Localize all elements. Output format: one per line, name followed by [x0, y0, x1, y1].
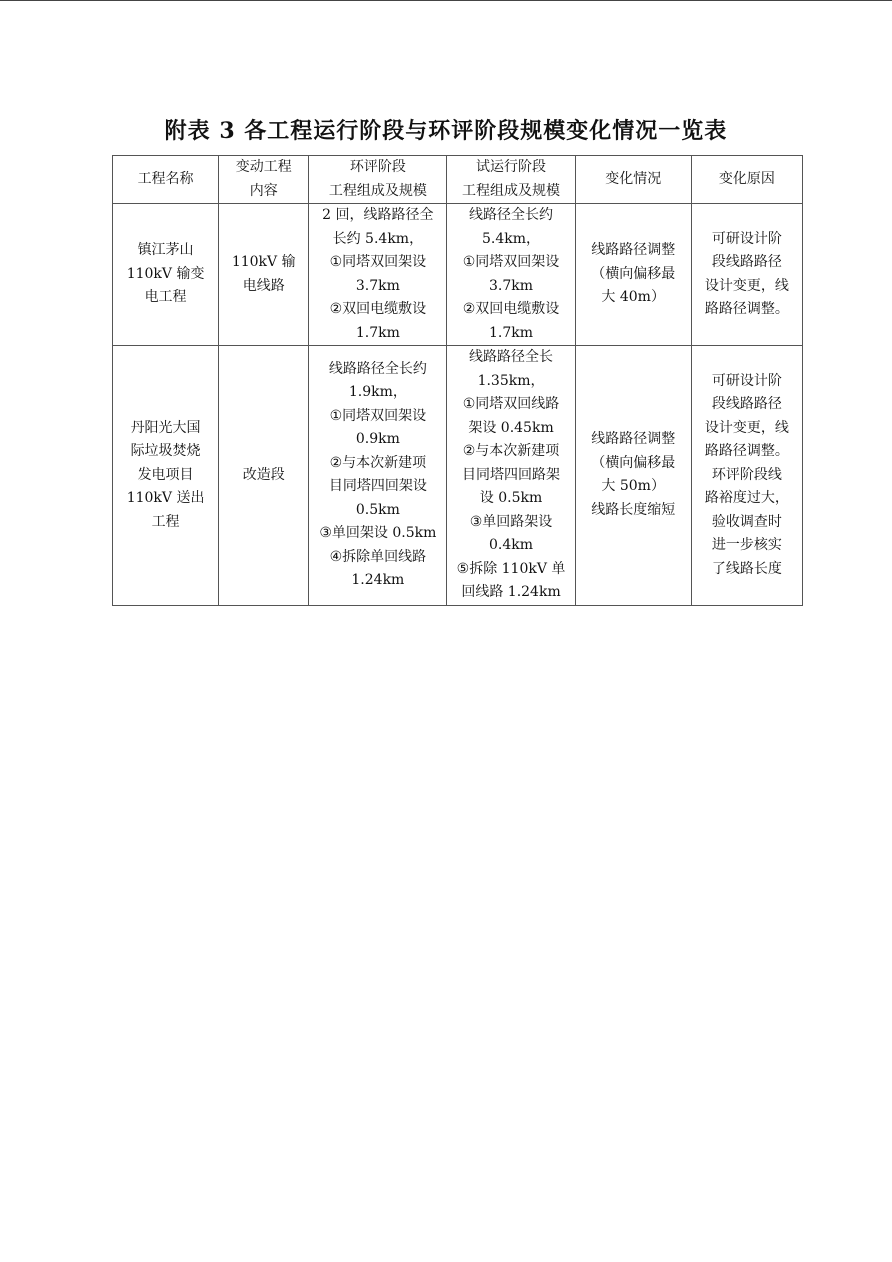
header-trial-stage: 试运行阶段 工程组成及规模 — [447, 156, 575, 204]
comparison-table — [112, 155, 803, 606]
cell-reason: 可研设计阶 段线路路径 设计变更，线 路路径调整。 环评阶段线 路裕度过大， 验收调查时 进一步核实 了线路长度 — [691, 346, 802, 606]
cell-project-name: 丹阳光大国 际垃圾焚烧 发电项目 110kV 送出 工程 — [113, 346, 219, 606]
header-project-name: 工程名称 — [113, 156, 219, 204]
header-change-content: 变动工程 内容 — [219, 156, 309, 204]
cell-change-content: 110kV 输 电线路 — [219, 204, 309, 346]
cell-change: 线路路径调整 （横向偏移最 大 40m） — [575, 204, 691, 346]
table-header-row — [113, 156, 803, 204]
header-eia-stage: 环评阶段 工程组成及规模 — [309, 156, 447, 204]
table-row — [113, 346, 803, 606]
cell-change-content: 改造段 — [219, 346, 309, 606]
comparison-table-container — [112, 155, 803, 606]
cell-trial-stage: 线路径全长约 5.4km， ①同塔双回架设 3.7km ②双回电缆敷设 1.7km — [447, 204, 575, 346]
table-row — [113, 204, 803, 346]
cell-trial-stage: 线路路径全长 1.35km， ①同塔双回线路 架设 0.45km ②与本次新建项 目同塔四回路架 设 0.5km ③单回路架设 0.4km ⑤拆除 110kV 单 回线路 1.24km — [447, 346, 575, 606]
cell-project-name: 镇江茅山 110kV 输变 电工程 — [113, 204, 219, 346]
cell-eia-stage: 线路路径全长约 1.9km， ①同塔双回架设 0.9km ②与本次新建项 目同塔四回架设 0.5km ③单回架设 0.5km ④拆除单回线路 1.24km — [309, 346, 447, 606]
cell-eia-stage: 2 回，线路路径全 长约 5.4km， ①同塔双回架设 3.7km ②双回电缆敷设 1.7km — [309, 204, 447, 346]
header-change: 变化情况 — [575, 156, 691, 204]
top-border-line — [0, 0, 892, 1]
cell-reason: 可研设计阶 段线路路径 设计变更，线 路路径调整。 — [691, 204, 802, 346]
page-title: 附表 3 各工程运行阶段与环评阶段规模变化情况一览表 — [164, 118, 728, 144]
header-reason: 变化原因 — [691, 156, 802, 204]
cell-change: 线路路径调整 （横向偏移最 大 50m） 线路长度缩短 — [575, 346, 691, 606]
